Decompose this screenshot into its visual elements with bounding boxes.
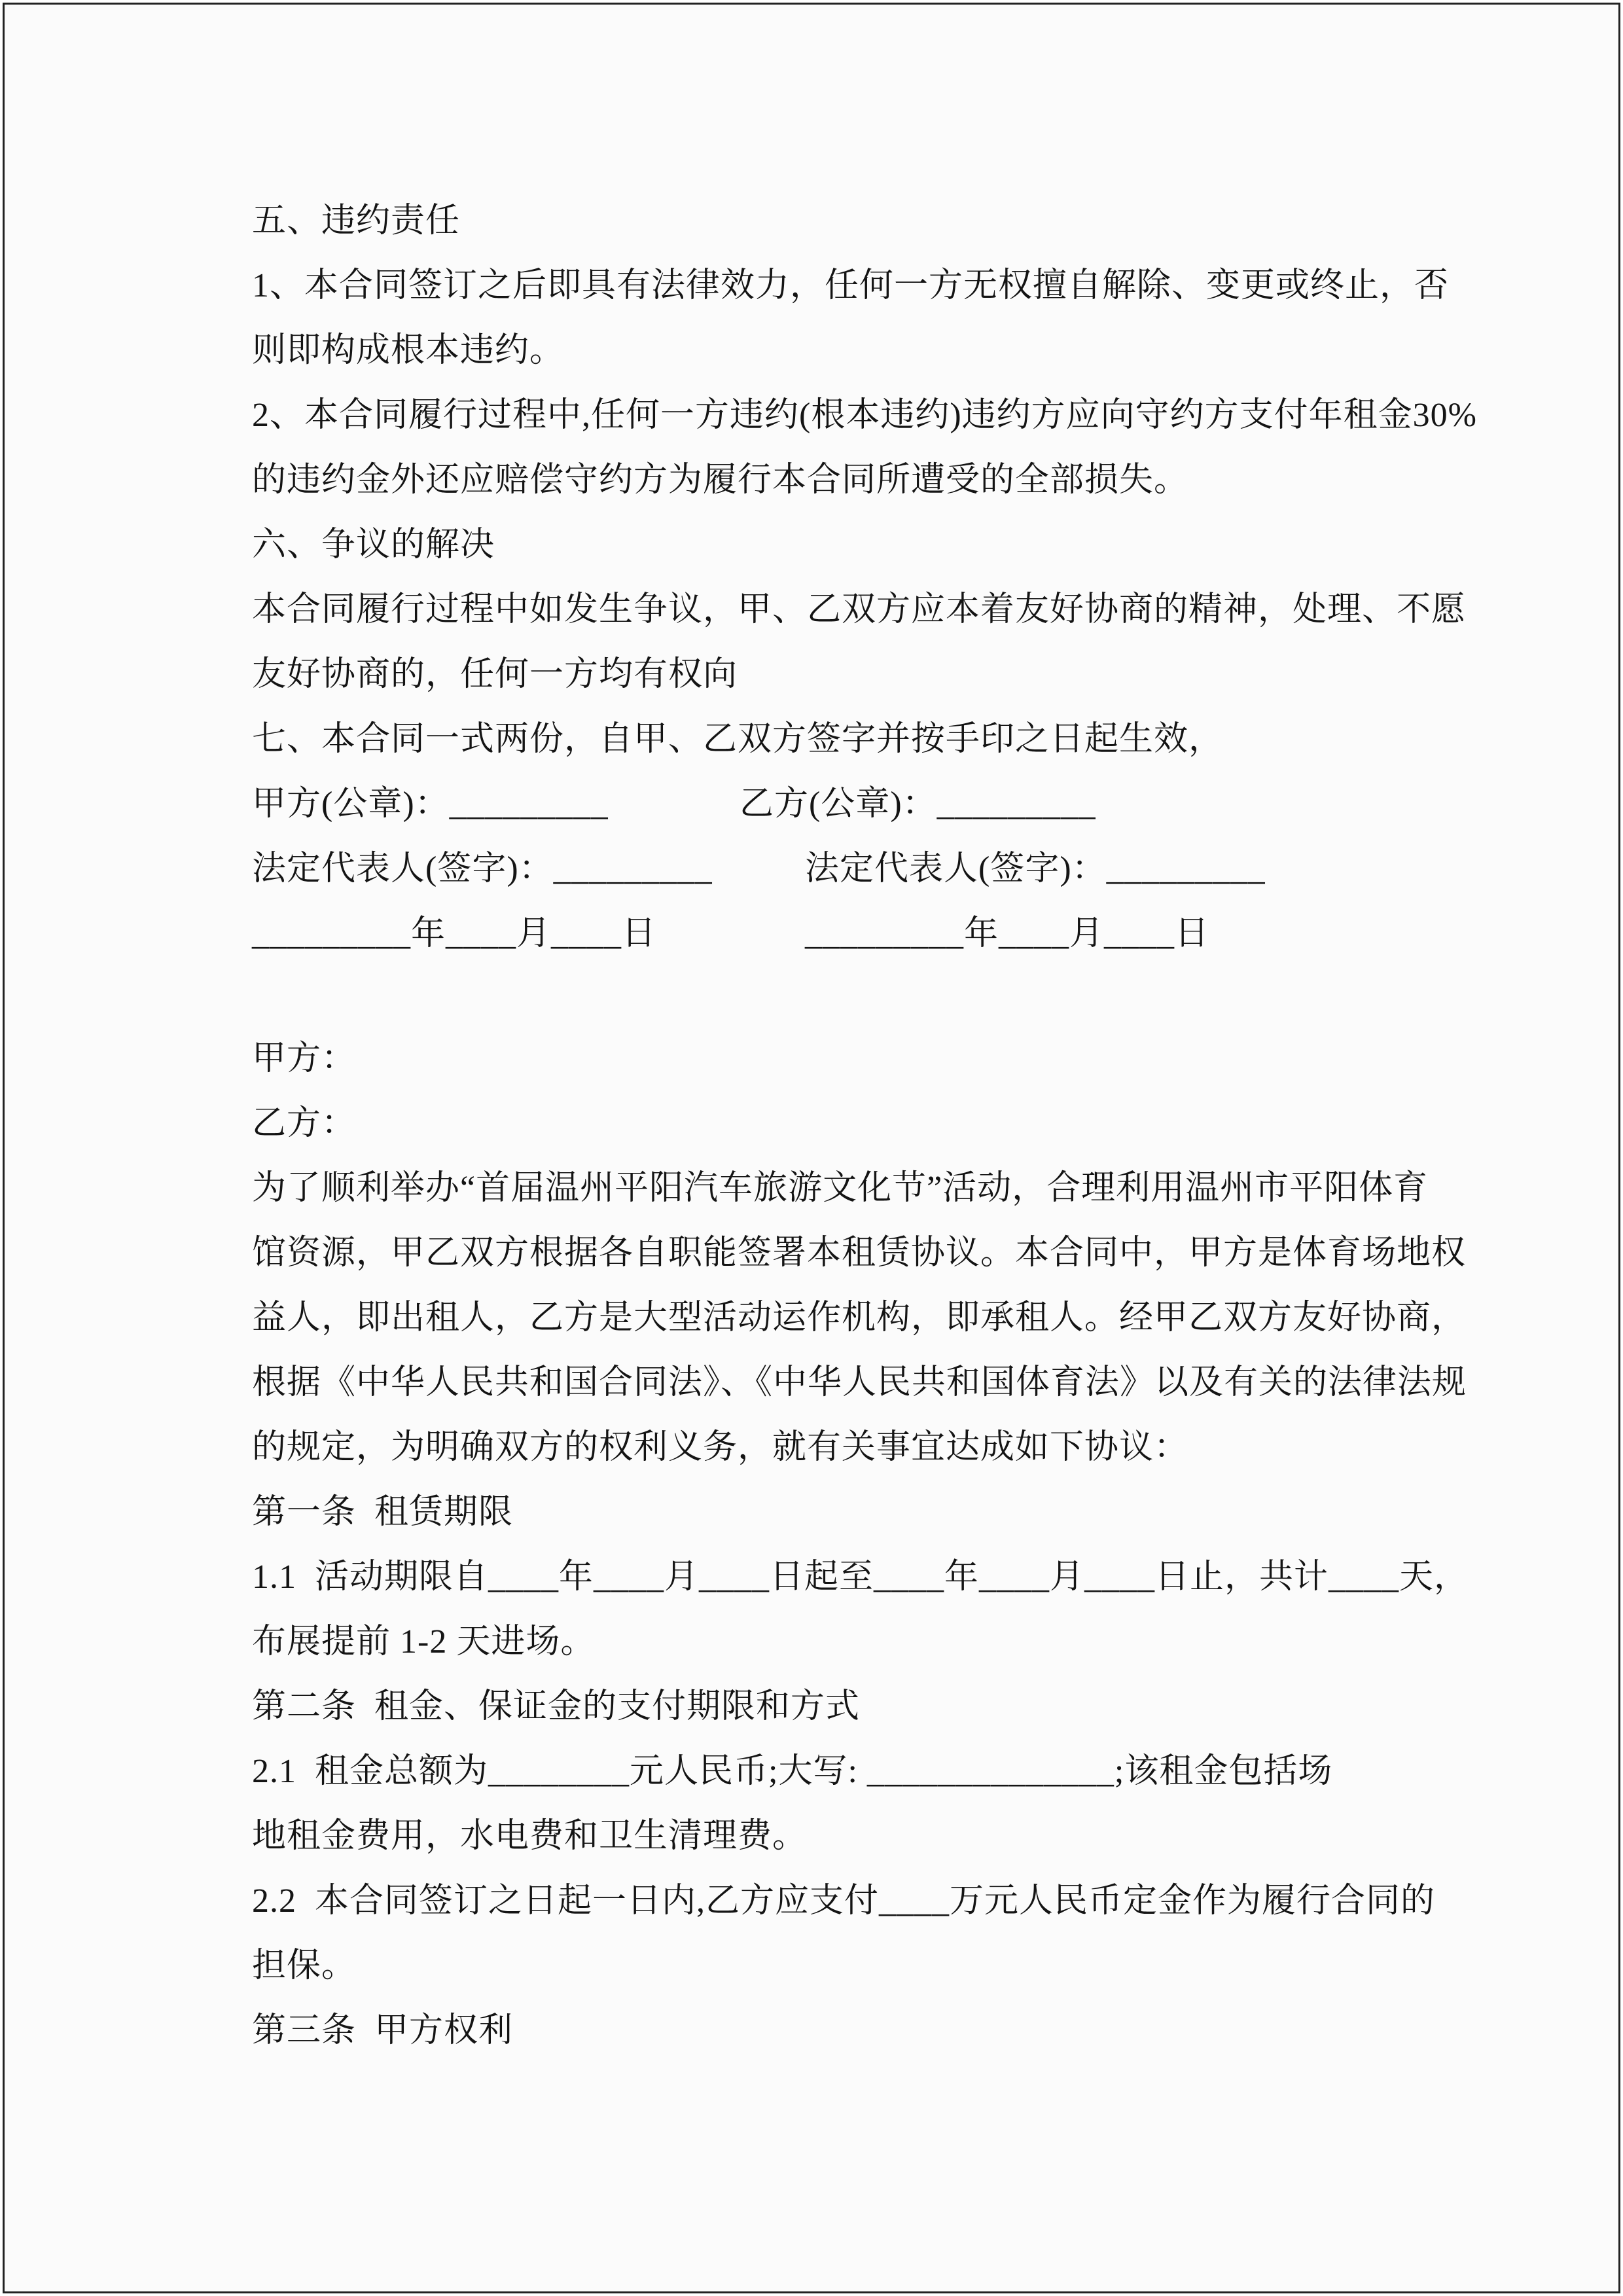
contract-page [3,3,1620,2293]
signature-representative-row [252,836,1520,901]
section-5-clause-2-line-2: 的违约金外还应赔偿守约方为履行本合同所遭受的全部损失。 [252,461,1189,499]
party-a-seal-blank: 甲方(公章)：_________ [252,785,609,823]
section-gap [252,966,1520,1026]
preamble-line-2: 馆资源，甲乙双方根据各自职能签署本租赁协议。本合同中，甲方是体育场地权 [252,1234,1467,1272]
preamble-line-4: 根据《中华人民共和国合同法》、《中华人民共和国体育法》以及有关的法律法规 [252,1364,1467,1401]
article-1-clause-1-1-line-1: 1.1 活动期限自____年____月____日起至____年____月____日止，共计____天， [252,1558,1469,1596]
section-7-text: 七、本合同一式两份，自甲、乙双方签字并按手印之日起生效， [252,721,1224,758]
section-6-para-line-2: 友好协商的，任何一方均有权向 [252,656,738,693]
section-5-clause-1-line-1: 1、本合同签订之后即具有法律效力，任何一方无权擅自解除、变更或终止，否 [252,267,1450,304]
article-1-heading: 第一条 租赁期限 [252,1494,514,1531]
preamble-line-1: 为了顺利举办“首届温州平阳汽车旅游文化节”活动，合理利用温州市平阳体育 [252,1170,1429,1207]
signature-seal-row [252,772,1520,836]
article-1-clause-1-1-line-2: 布展提前 1-2 天进场。 [252,1623,596,1660]
party-b-seal-blank: 乙方(公章)：_________ [740,785,1096,823]
article-3-heading: 第三条 甲方权利 [252,2012,514,2049]
article-2-clause-2-1-line-2: 地租金费用，水电费和卫生清理费。 [252,1818,808,1855]
signature-date-row [252,901,1520,966]
section-5-clause-2-line-1: 2、本合同履行过程中,任何一方违约(根本违约)违约方应向守约方支付年租金30% [252,397,1477,434]
party-a-label: 甲方： [252,1040,357,1077]
party-a-representative-blank: 法定代表人(签字)：_________ [252,850,713,888]
article-2-clause-2-1-line-1: 2.1 租金总额为________元人民币;大写: ______________;该租金包括场 [252,1753,1333,1790]
party-b-label: 乙方： [252,1105,357,1142]
party-b-date-blank: _________年____月____日 [805,915,1210,952]
party-b-representative-blank: 法定代表人(签字)：_________ [805,850,1266,888]
preamble-line-5: 的规定，为明确双方的权利义务，就有关事宜达成如下协议： [252,1429,1189,1466]
article-2-clause-2-2-line-1: 2.2 本合同签订之日起一日内,乙方应支付____万元人民币定金作为履行合同的 [252,1882,1436,1920]
section-5-heading: 五、违约责任 [252,202,461,240]
party-a-date-blank: _________年____月____日 [252,915,657,952]
contract-body [5,5,1618,2063]
section-6-para-line-1: 本合同履行过程中如发生争议，甲、乙双方应本着友好协商的精神，处理、不愿 [252,591,1467,628]
section-6-heading: 六、争议的解决 [252,526,495,564]
preamble-line-3: 益人，即出租人，乙方是大型活动运作机构，即承租人。经甲乙双方友好协商， [252,1299,1467,1336]
article-2-clause-2-2-line-2: 担保。 [252,1947,357,1984]
article-2-heading: 第二条 租金、保证金的支付期限和方式 [252,1688,861,1725]
section-5-clause-1-line-2: 则即构成根本违约。 [252,332,565,369]
